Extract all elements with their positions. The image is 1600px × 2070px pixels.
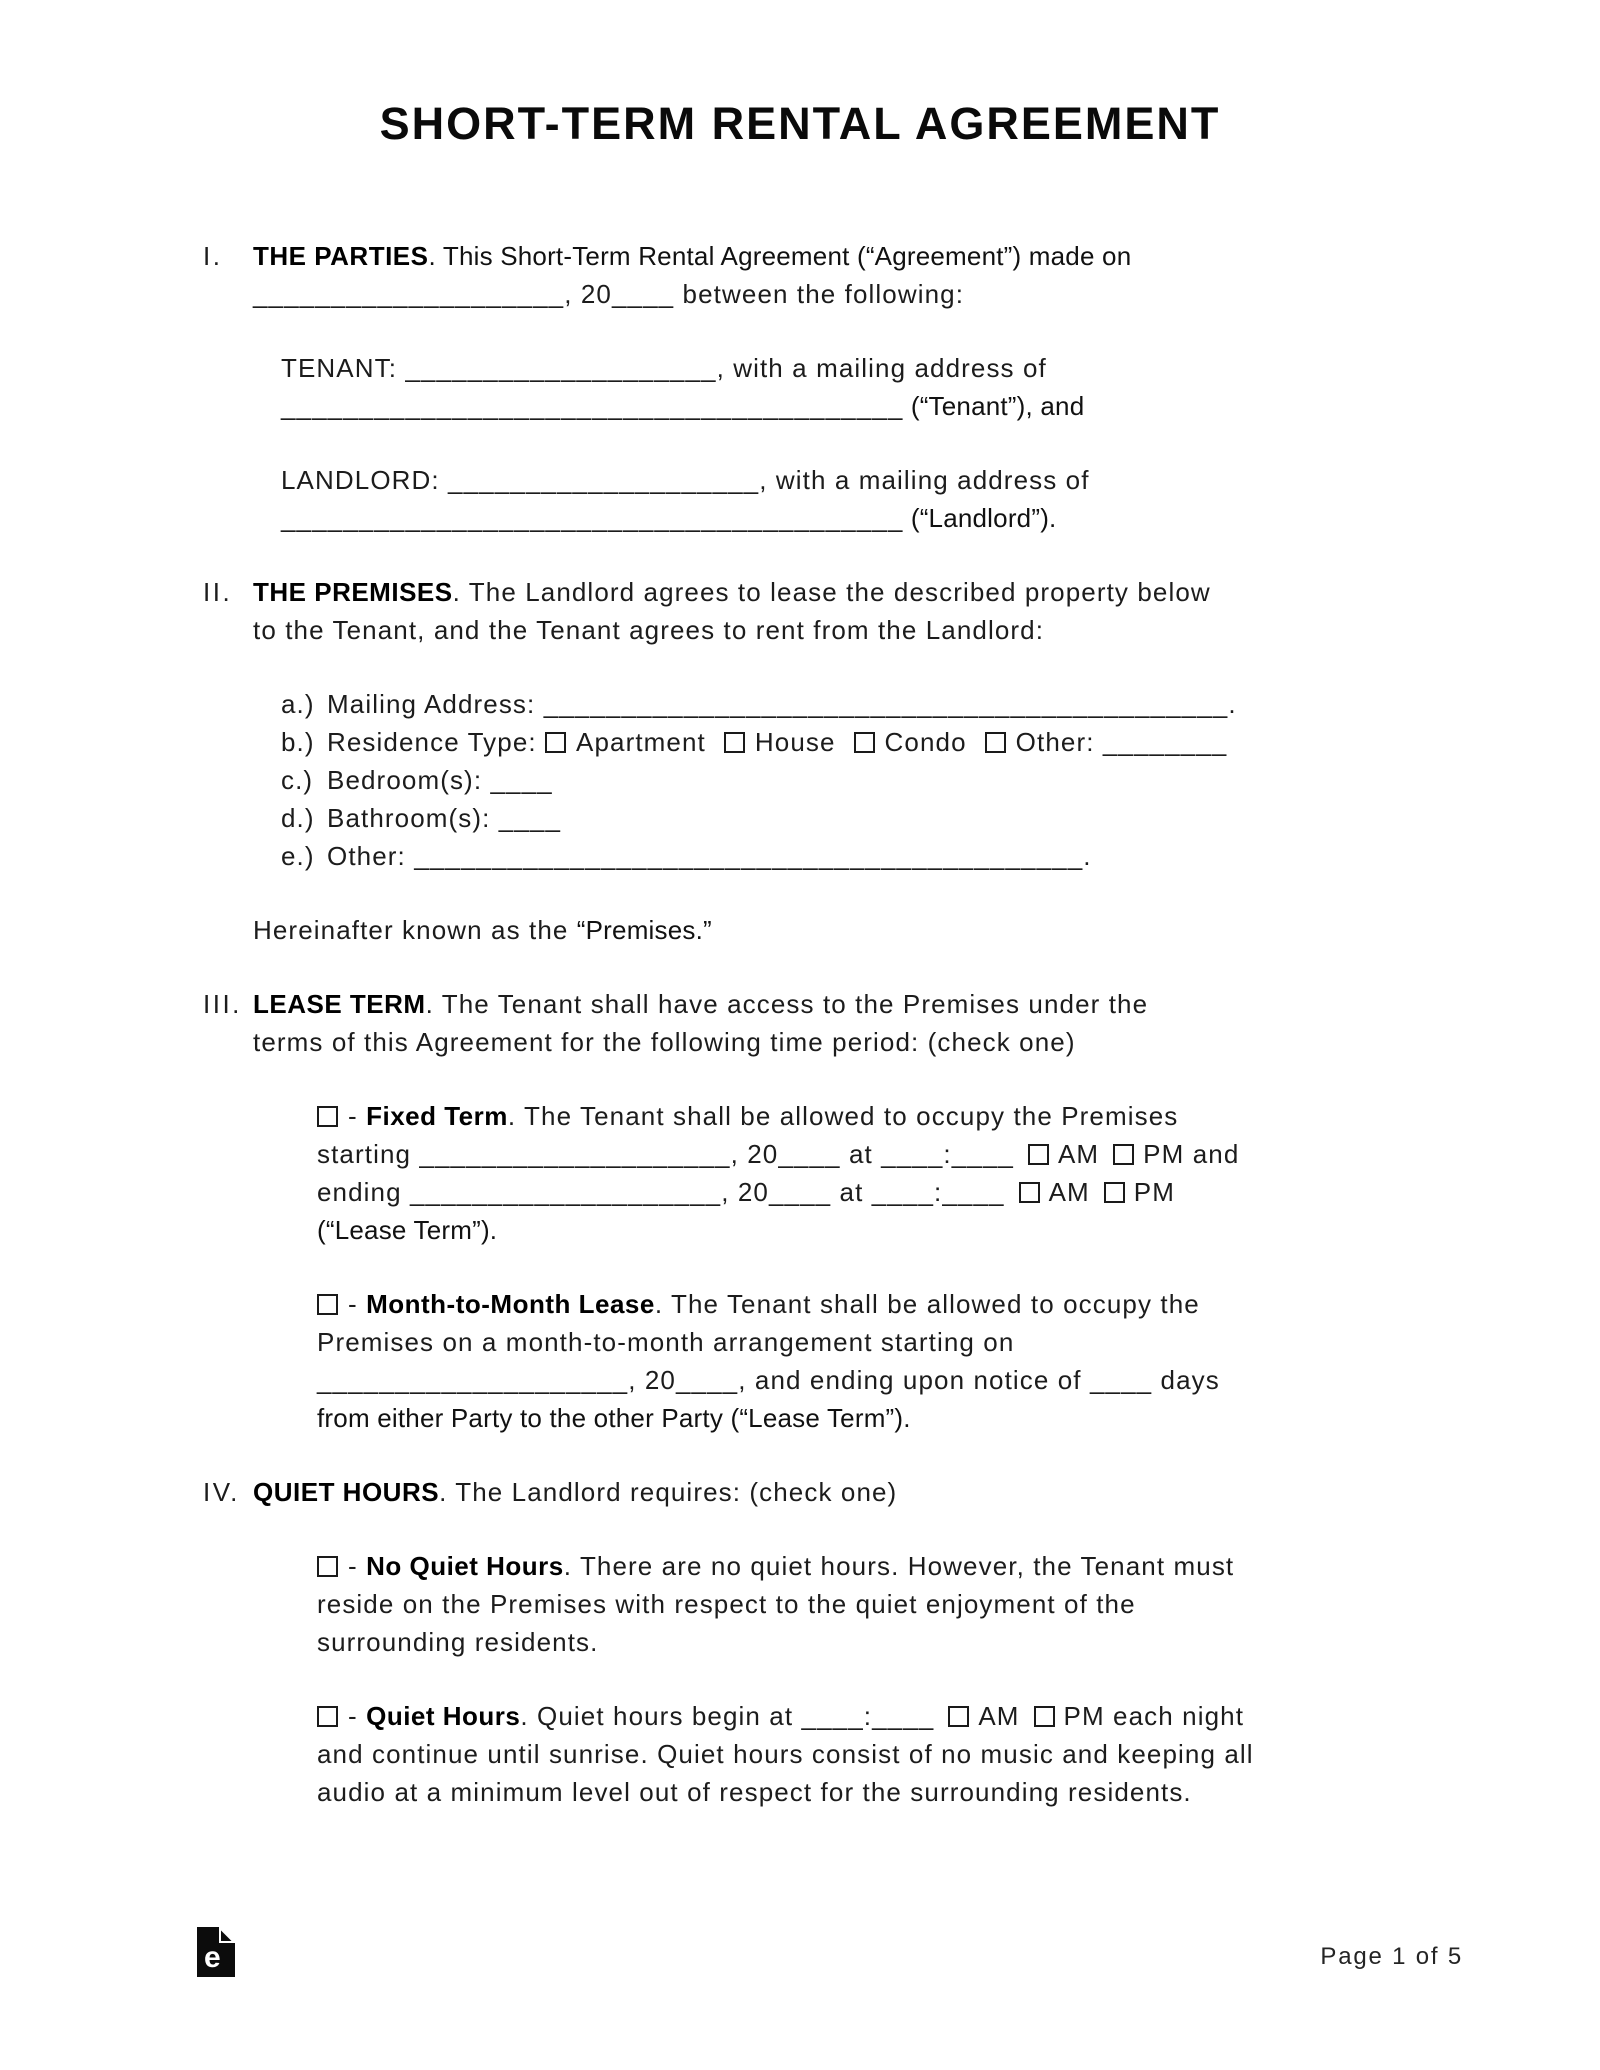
item-marker: a.) [281, 689, 315, 719]
at-word: at [840, 1139, 882, 1169]
tenant-name-blank[interactable]: ____________________ [405, 353, 717, 383]
pm-label: PM [1143, 1139, 1185, 1169]
note-text: Hereinafter known as the [253, 915, 577, 945]
lease-term-intro-paragraph [253, 985, 1395, 1061]
list-item-other [281, 837, 1395, 875]
checkbox-quiet-am[interactable] [948, 1706, 969, 1727]
year-prefix-text: , 20 [721, 1177, 769, 1207]
option-apartment-label: Apartment [576, 727, 706, 757]
am-label: AM [978, 1701, 1020, 1731]
item-label: Bedroom(s): [327, 765, 491, 795]
list-item-residence-type [281, 723, 1395, 761]
lease-end-time-blank[interactable]: ____:____ [871, 1177, 1005, 1207]
item-marker: b.) [281, 727, 315, 757]
section-content [253, 985, 1395, 1473]
item-label: Bathroom(s): [327, 803, 499, 833]
fixed-term-label: Fixed Term [366, 1101, 508, 1131]
tenant-address-blank[interactable]: ________________________________________ [281, 391, 904, 421]
item-label: Residence Type: [327, 727, 546, 757]
premises-note [253, 911, 1395, 949]
intro-text: . The Landlord requires: (check one) [439, 1477, 898, 1507]
section-numeral: I. [203, 241, 223, 271]
month-to-month-line2: Premises on a month-to-month arrangement starting on [317, 1327, 1015, 1357]
quiet-hours-intro-paragraph [253, 1473, 1395, 1511]
logo-letter: e [204, 1941, 222, 1974]
page-number: Page 1 of 5 [1320, 1943, 1463, 1970]
no-quiet-hours-text: . There are no quiet hours. However, the Tenant must [563, 1551, 1235, 1581]
bedrooms-count-blank[interactable]: ____ [490, 765, 553, 795]
quiet-hours-text: . Quiet hours begin at [520, 1701, 802, 1731]
month-to-month-year-blank[interactable]: ____ [675, 1365, 739, 1395]
no-quiet-hours-line2: reside on the Premises with respect to the quiet enjoyment of the [317, 1589, 1136, 1619]
document-body [203, 237, 1395, 1847]
quiet-hours-line3: audio at a minimum level out of respect for the surrounding residents. [317, 1777, 1192, 1807]
tenant-clause [281, 349, 1395, 425]
fixed-term-text: . The Tenant shall be allowed to occupy the Premises [507, 1101, 1179, 1131]
eforms-logo-icon [197, 1927, 235, 1977]
item-marker: c.) [281, 765, 314, 795]
and-word: and [1184, 1139, 1240, 1169]
dash-text: - [348, 1289, 367, 1319]
section-the-premises [203, 573, 1395, 985]
premises-mailing-address-blank[interactable]: ____________________________________________. [543, 689, 1237, 719]
premises-other-blank[interactable]: ___________________________________________. [414, 841, 1092, 871]
lease-end-date-blank[interactable]: ____________________ [410, 1177, 722, 1207]
option-condo-label: Condo [884, 727, 967, 757]
checkbox-fixed-term[interactable] [317, 1106, 338, 1127]
checkbox-no-quiet-hours[interactable] [317, 1556, 338, 1577]
list-item-bedrooms [281, 761, 1395, 799]
checkbox-residence-other[interactable] [985, 732, 1006, 753]
intro-text-line2: to the Tenant, and the Tenant agrees to rent from the Landlord: [253, 615, 1045, 645]
quiet-hours-line2: and continue until sunrise. Quiet hours consist of no music and keeping all [317, 1739, 1254, 1769]
no-quiet-hours-option [317, 1547, 1395, 1661]
dash-text: - [348, 1101, 367, 1131]
year-prefix-text: , 20 [564, 279, 612, 309]
section-heading: THE PREMISES [253, 577, 453, 607]
no-quiet-hours-line3: surrounding residents. [317, 1627, 599, 1657]
landlord-clause [281, 461, 1395, 537]
month-to-month-text: . The Tenant shall be allowed to occupy the [654, 1289, 1200, 1319]
dash-text: - [348, 1701, 367, 1731]
month-to-month-option [317, 1285, 1395, 1437]
tenant-label: TENANT: [281, 353, 406, 383]
month-to-month-label: Month-to-Month Lease [366, 1289, 655, 1319]
section-numeral: IV. [203, 1477, 240, 1507]
checkbox-condo[interactable] [854, 732, 875, 753]
quiet-hours-time-blank[interactable]: ____:____ [801, 1701, 935, 1731]
quiet-hours-option [317, 1697, 1395, 1811]
each-night-text: each night [1104, 1701, 1245, 1731]
list-item-mailing-address [281, 685, 1395, 723]
at-word: at [831, 1177, 872, 1207]
am-label: AM [1048, 1177, 1090, 1207]
month-to-month-start-date-blank[interactable]: ____________________ [317, 1365, 629, 1395]
lease-term-defined-term: (“Lease Term”). [317, 1215, 498, 1245]
premises-intro-paragraph [253, 573, 1395, 649]
section-numeral: II. [203, 577, 233, 607]
section-the-parties [203, 237, 1395, 573]
option-house-label: House [754, 727, 836, 757]
premises-details-list [281, 685, 1395, 875]
intro-text: . The Landlord agrees to lease the described property below [452, 577, 1211, 607]
section-content [253, 573, 1395, 985]
page-title: SHORT-TERM RENTAL AGREEMENT [379, 98, 1221, 149]
section-heading: LEASE TERM [253, 989, 426, 1019]
tenant-defined-term: (“Tenant”), and [903, 391, 1085, 421]
lease-end-year-blank[interactable]: ____ [768, 1177, 832, 1207]
section-lease-term [203, 985, 1395, 1473]
checkbox-end-am[interactable] [1019, 1182, 1040, 1203]
intro-text: . The Tenant shall have access to the Premises under the [425, 989, 1149, 1019]
section-content [253, 237, 1395, 573]
item-marker: e.) [281, 841, 315, 871]
list-item-bathrooms [281, 799, 1395, 837]
intro-text: . This Short-Term Rental Agreement (“Agreement”) made on [428, 241, 1132, 271]
lease-start-year-blank[interactable]: ____ [778, 1139, 841, 1169]
premises-defined-term: “Premises.” [576, 915, 712, 945]
item-label: Other: [327, 841, 415, 871]
pm-label: PM [1133, 1177, 1175, 1207]
landlord-text: , with a mailing address of [759, 465, 1090, 495]
section-heading: THE PARTIES [253, 241, 429, 271]
checkbox-end-pm[interactable] [1104, 1182, 1125, 1203]
bathrooms-count-blank[interactable]: ____ [498, 803, 562, 833]
option-other-label: Other: [1015, 727, 1103, 757]
checkbox-house[interactable] [724, 732, 745, 753]
item-marker: d.) [281, 803, 315, 833]
agreement-date-blank[interactable]: ____________________ [253, 279, 565, 309]
section-quiet-hours [203, 1473, 1395, 1847]
checkbox-month-to-month[interactable] [317, 1294, 338, 1315]
landlord-label: LANDLORD: [281, 465, 449, 495]
am-label: AM [1057, 1139, 1100, 1169]
item-label: Mailing Address: [327, 689, 544, 719]
intro-text-end: between the following: [674, 279, 965, 309]
quiet-hours-label: Quiet Hours [366, 1701, 521, 1731]
starting-word: starting [317, 1139, 420, 1169]
dash-text: - [348, 1551, 367, 1581]
section-content [253, 1473, 1395, 1847]
year-prefix-text: , 20 [730, 1139, 779, 1169]
notice-days-blank[interactable]: ____ [1089, 1365, 1153, 1395]
pm-label: PM [1063, 1701, 1105, 1731]
days-word: days [1152, 1365, 1220, 1395]
notice-text: , and ending upon notice of [738, 1365, 1090, 1395]
checkbox-start-am[interactable] [1028, 1144, 1049, 1165]
tenant-text: , with a mailing address of [716, 353, 1047, 383]
landlord-defined-term: (“Landlord”). [903, 503, 1057, 533]
ending-word: ending [317, 1177, 410, 1207]
section-heading: QUIET HOURS [253, 1477, 440, 1507]
landlord-name-blank[interactable]: ____________________ [448, 465, 760, 495]
intro-text-line2: terms of this Agreement for the following time period: (check one) [253, 1027, 1076, 1057]
agreement-year-blank[interactable]: ____ [611, 279, 675, 309]
lease-start-time-blank[interactable]: ____:____ [881, 1139, 1014, 1169]
landlord-address-blank[interactable]: ________________________________________ [281, 503, 904, 533]
lease-start-date-blank[interactable]: ____________________ [419, 1139, 731, 1169]
checkbox-quiet-pm[interactable] [1034, 1706, 1055, 1727]
checkbox-apartment[interactable] [545, 732, 566, 753]
section-numeral: III. [203, 989, 242, 1019]
no-quiet-hours-label: No Quiet Hours [366, 1551, 564, 1581]
checkbox-quiet-hours[interactable] [317, 1706, 338, 1727]
checkbox-start-pm[interactable] [1113, 1144, 1134, 1165]
month-to-month-line4: from either Party to the other Party (“Lease Term”). [317, 1403, 911, 1433]
fixed-term-option [317, 1097, 1395, 1249]
year-prefix-text: , 20 [628, 1365, 676, 1395]
parties-intro-paragraph [253, 237, 1395, 313]
residence-type-other-blank[interactable]: ________ [1102, 727, 1228, 757]
